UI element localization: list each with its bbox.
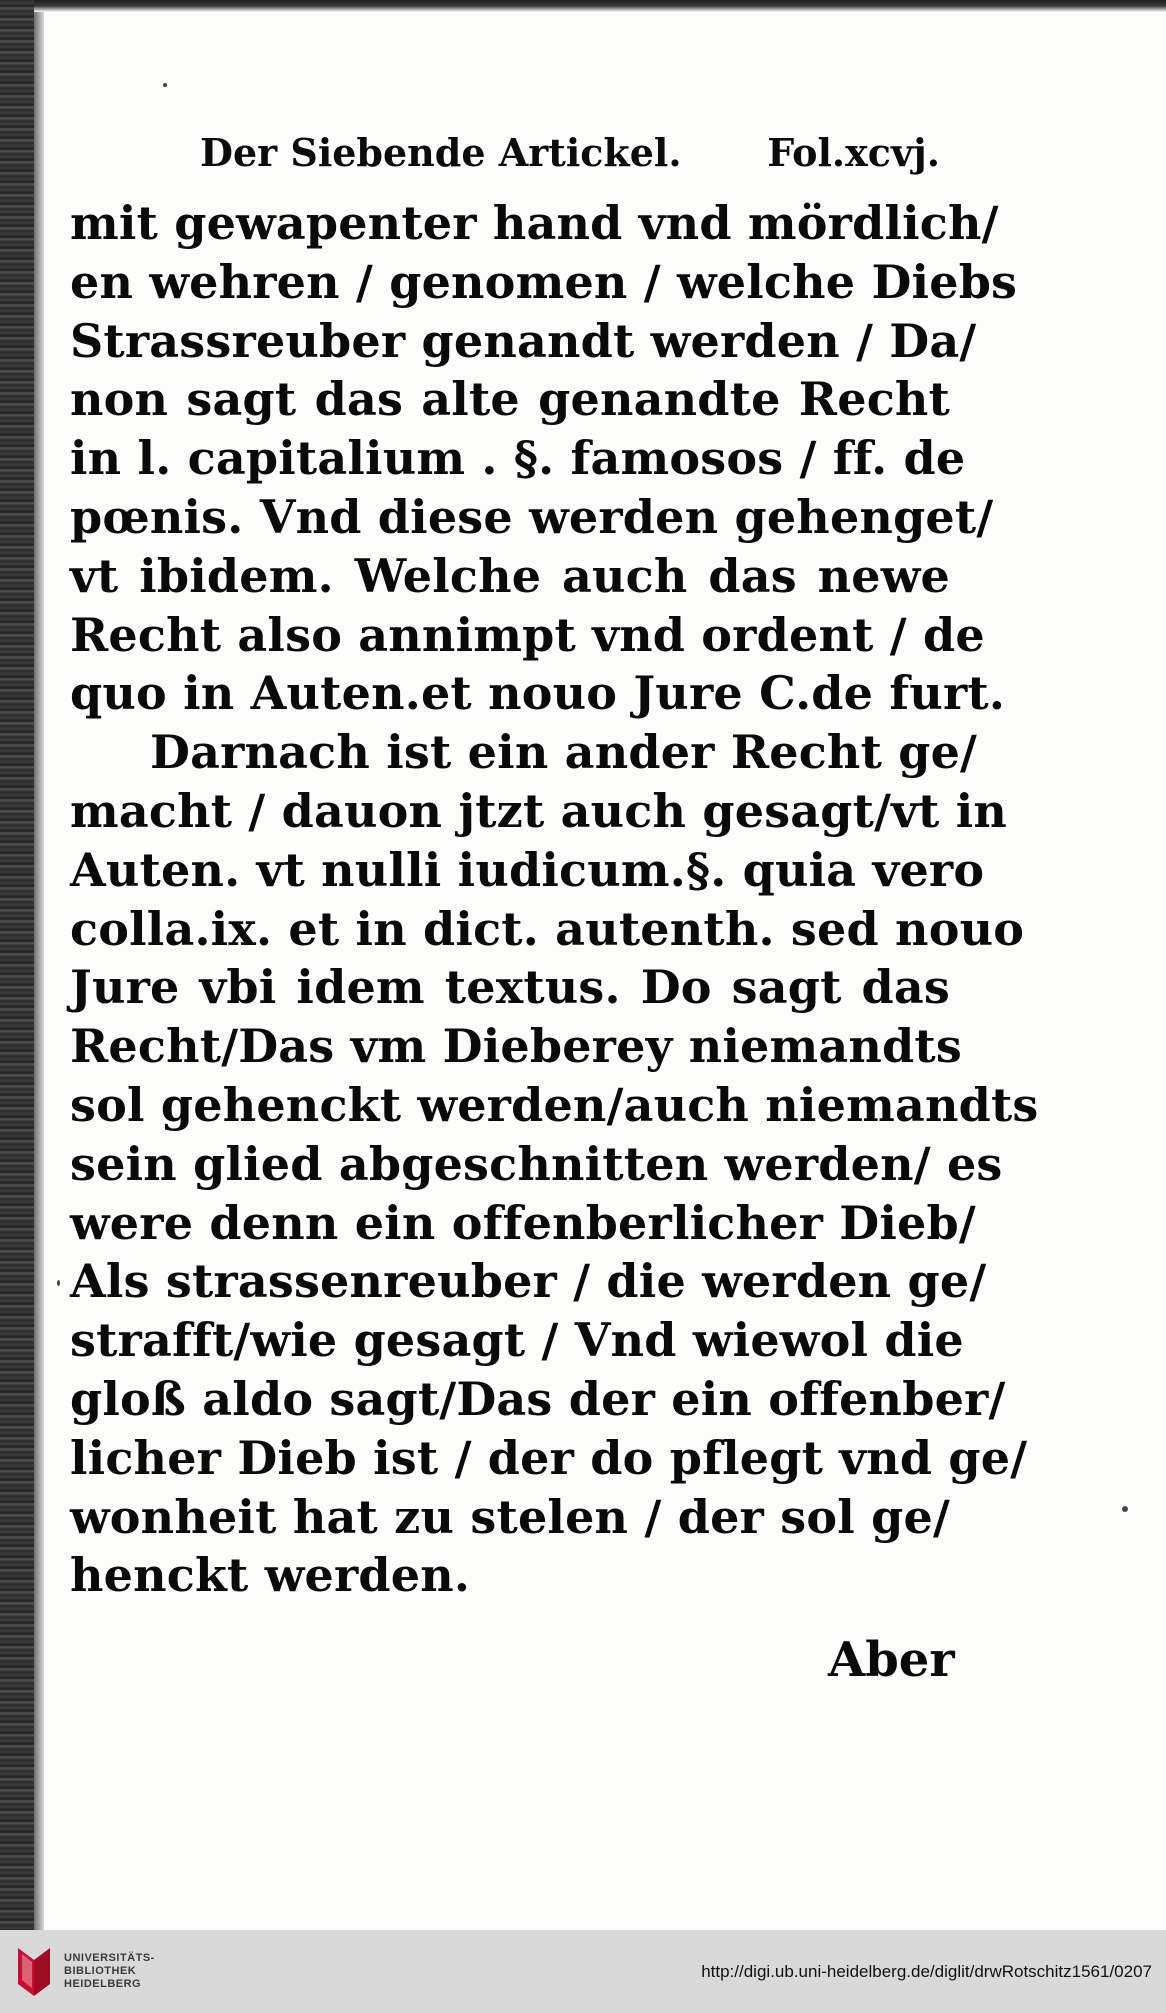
catchword: Aber xyxy=(828,1632,955,1688)
text-line: henckt werden. xyxy=(70,1548,471,1603)
book-spine-edge xyxy=(0,0,34,1930)
text-line: wonheit hat zu stelen / der sol ge/ xyxy=(70,1489,950,1544)
paper-speck xyxy=(57,1280,60,1286)
running-header xyxy=(70,130,950,182)
page-content xyxy=(70,130,1039,1605)
text-line: non sagt das alte genandte Recht xyxy=(70,372,950,427)
text-line: strafft/wie gesagt / Vnd wiewol die xyxy=(70,1313,964,1368)
library-name-line: BIBLIOTHEK xyxy=(64,1965,137,1977)
text-line: were denn ein offenberlicher Dieb/ xyxy=(70,1195,976,1250)
folio-number: Fol.xcvj. xyxy=(767,130,940,175)
text-line: colla.ix. et in dict. autenth. sed nouo xyxy=(70,901,1025,956)
text-line: mit gewapenter hand vnd mördlich/ xyxy=(70,196,999,250)
text-line: Jure vbi idem textus. Do sagt das xyxy=(70,960,950,1015)
library-name xyxy=(64,1952,155,1991)
library-logo[interactable] xyxy=(12,1944,155,2000)
text-line: vt ibidem. Welche auch das newe xyxy=(70,548,950,603)
text-line: Als strassenreuber / die werden ge/ xyxy=(70,1254,987,1309)
text-line: sol gehenckt werden/auch niemandts xyxy=(70,1077,1039,1132)
viewer-footer xyxy=(0,1930,1166,2013)
text-line: Strassreuber genandt werden / Da/ xyxy=(70,313,977,368)
text-line: Recht also annimpt vnd ordent / de xyxy=(70,607,985,662)
library-name-line: UNIVERSITÄTS- xyxy=(64,1952,155,1964)
body-text xyxy=(70,194,1039,1605)
page-top-edge xyxy=(34,0,1166,12)
text-line: Recht/Das vm Dieberey niemandts xyxy=(70,1019,962,1074)
permalink-url[interactable]: http://digi.ub.uni-heidelberg.de/diglit/drwRotschitz1561/0207 xyxy=(701,1961,1152,1981)
paper-speck xyxy=(1122,1506,1128,1512)
text-line: Darnach ist ein ander Recht ge/ xyxy=(150,725,978,780)
text-line: gloß aldo sagt/Das der ein offenber/ xyxy=(70,1371,1006,1426)
text-line: in l. capitalium . §. famosos / ff. de xyxy=(70,431,966,486)
text-line: en wehren / genomen / welche Diebs xyxy=(70,254,1018,309)
text-line: quo in Auten.et nouo Jure C.de furt. xyxy=(70,666,1006,721)
chapter-title: Der Siebende Artickel. xyxy=(200,130,682,175)
text-line: pœnis. Vnd diese werden gehenget/ xyxy=(70,489,994,544)
heidelberg-logo-icon xyxy=(12,1944,56,2000)
library-name-line: HEIDELBERG xyxy=(64,1978,142,1990)
text-line: licher Dieb ist / der do pflegt vnd ge/ xyxy=(70,1430,1028,1485)
page-gutter-shadow xyxy=(34,0,44,1930)
paper-speck xyxy=(163,83,167,87)
text-line: macht / dauon jtzt auch gesagt/vt in xyxy=(70,783,1008,838)
text-line: Auten. vt nulli iudicum.§. quia vero xyxy=(70,842,985,897)
text-line: sein glied abgeschnitten werden/ es xyxy=(70,1136,1003,1191)
